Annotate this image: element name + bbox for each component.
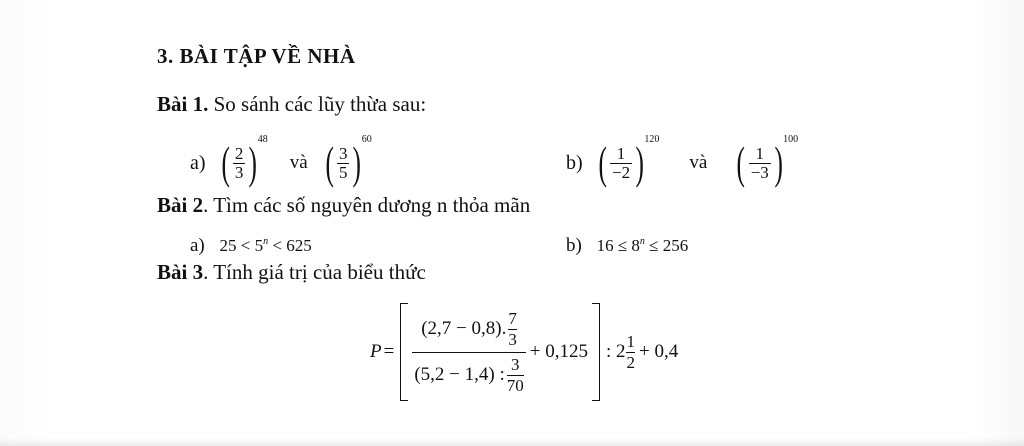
variable-P: P	[370, 341, 382, 362]
exercise-1b-marker: b)	[566, 151, 583, 174]
exercise-1-label: Bài 1.	[157, 92, 209, 116]
inequality-left: 25 < 5	[219, 236, 264, 255]
exercise-2b	[566, 235, 688, 257]
plus-term: + 0,125	[529, 341, 588, 362]
fraction-numerator: 2	[234, 143, 244, 163]
fraction-denominator: 2	[626, 352, 635, 372]
power-1-neg2: ( $\frac{1}{-2}$ ) 120	[598, 134, 660, 188]
exponent: 120	[644, 134, 660, 145]
power-1-neg3: ( $\frac{1}{-3}$ ) 100	[736, 134, 799, 188]
exercise-2b-marker: b)	[566, 235, 582, 256]
exercise-1-header	[157, 92, 426, 117]
exercise-1-text: So sánh các lũy thừa sau:	[213, 92, 427, 116]
inequality-left: 16 ≤ 8	[596, 236, 640, 255]
inequality-right: < 625	[268, 236, 312, 255]
exponent: 60	[361, 134, 372, 145]
exercise-2-label: Bài 2	[157, 193, 204, 217]
fraction-denominator: 3	[234, 162, 244, 182]
numerator-expr: (2,7 − 0,8).	[421, 318, 507, 339]
inequality-right: ≤ 256	[644, 236, 689, 255]
exponent-n: n	[263, 236, 269, 248]
section-title: 3. BÀI TẬP VỀ NHÀ	[157, 44, 356, 68]
tail-term: + 0,4	[638, 341, 679, 362]
exercise-1b	[566, 135, 798, 191]
page-shadow	[0, 438, 1024, 446]
equals-sign: =	[383, 341, 395, 362]
main-fraction	[412, 309, 525, 396]
fraction-numerator: 3	[338, 143, 348, 163]
exercise-1a-marker: a)	[190, 151, 206, 174]
fraction-denominator: 3	[508, 329, 517, 349]
fraction-denominator: −2	[612, 162, 631, 182]
exercise-3-header	[157, 260, 426, 285]
fraction-numerator: 3	[510, 354, 520, 374]
main-fraction-bar	[412, 352, 525, 353]
expression-P	[370, 300, 678, 404]
exercise-3-text: . Tính giá trị của biểu thức	[203, 260, 426, 284]
exercise-2a	[190, 235, 312, 257]
fraction-numerator: 7	[508, 308, 517, 328]
main-denominator	[412, 355, 525, 396]
exercise-3-label: Bài 3	[157, 260, 204, 284]
division-term: : 2	[605, 341, 626, 362]
exercise-1a	[190, 135, 372, 191]
exponent: 48	[257, 134, 268, 145]
fraction-numerator: 1	[626, 331, 635, 351]
exponent: 100	[783, 134, 799, 145]
power-3-5: ( $\frac{3}{5}$ ) 60	[325, 134, 372, 188]
power-2-3: ( $\frac{2}{3}$ ) 48	[220, 134, 268, 188]
fraction-denominator: −3	[750, 162, 769, 182]
exponent-n: n	[639, 236, 645, 248]
fraction-numerator: 1	[616, 143, 626, 163]
mixed-fraction	[626, 332, 635, 373]
right-bracket	[592, 303, 600, 401]
exercise-2a-marker: a)	[190, 235, 205, 256]
denominator-expr: (5,2 − 1,4) :	[414, 364, 505, 385]
conjunction: và	[289, 152, 308, 173]
left-bracket	[400, 303, 408, 401]
fraction-numerator: 1	[755, 143, 764, 163]
exercise-2-header	[157, 193, 530, 218]
fraction-denominator: 70	[506, 375, 524, 395]
conjunction: và	[689, 152, 708, 173]
exercise-2-text: . Tìm các số nguyên dương n thỏa mãn	[203, 193, 531, 217]
fraction-denominator: 5	[338, 162, 348, 182]
main-numerator	[419, 309, 519, 350]
